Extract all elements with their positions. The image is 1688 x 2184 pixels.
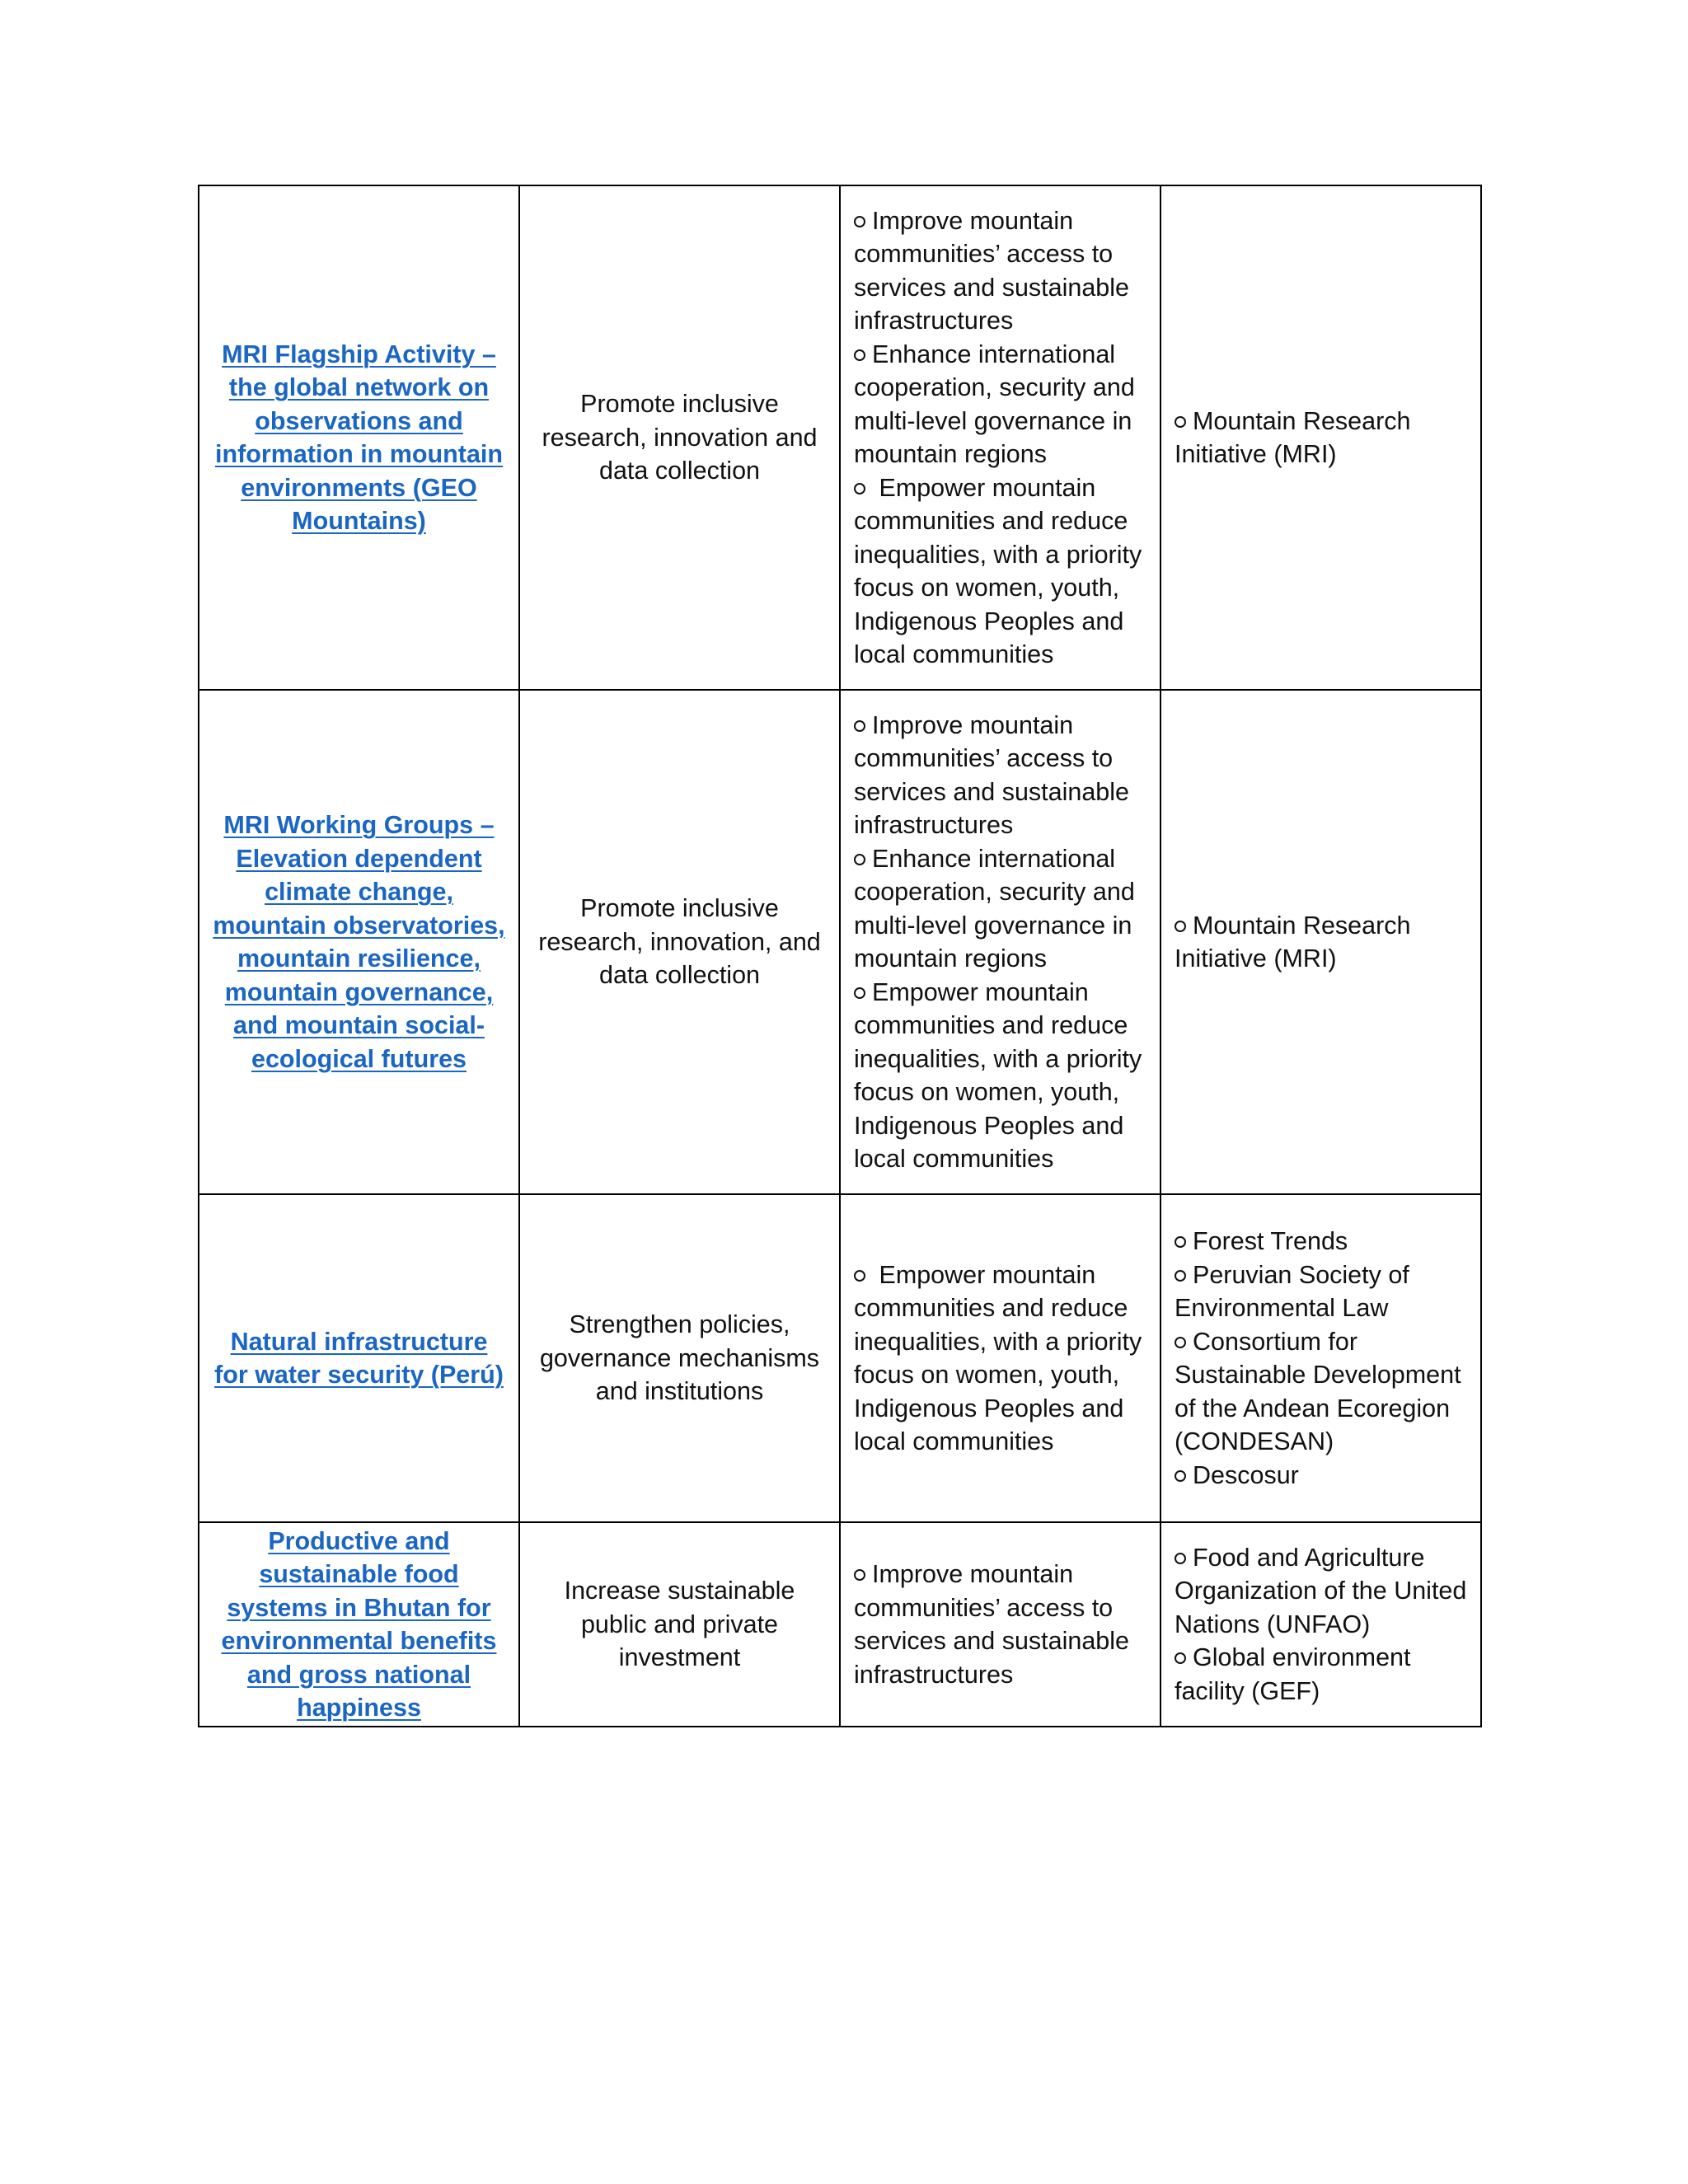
initiative-title-cell	[199, 1194, 519, 1522]
circle-bullet-icon	[854, 720, 865, 732]
circle-bullet-icon	[854, 483, 865, 494]
circle-bullet-icon	[1175, 1553, 1186, 1564]
circle-bullet-icon	[854, 216, 865, 227]
objective-item	[854, 976, 1146, 1176]
partner-item	[1175, 1641, 1467, 1708]
objectives-cell	[840, 1522, 1160, 1727]
objective-item	[854, 471, 1146, 672]
partner-item	[1175, 1225, 1467, 1258]
partner-item	[1175, 909, 1467, 976]
initiative-title-link[interactable]: Natural infrastructure for water security (Perú)	[214, 1327, 504, 1389]
partner-item	[1175, 1325, 1467, 1459]
partner-text: Mountain Research Initiative (MRI)	[1175, 406, 1411, 468]
circle-bullet-icon	[854, 1569, 865, 1581]
objective-text: Empower mountain communities and reduce inequalities, with a priority focus on women, youth, Indigenous Peoples and local communities	[854, 473, 1142, 668]
initiative-title-link[interactable]: Productive and sustainable food systems in Bhutan for environmental benefits and gross national happiness	[221, 1526, 497, 1722]
objective-text: Empower mountain communities and reduce inequalities, with a priority focus on women, youth, Indigenous Peoples and local communities	[854, 1260, 1142, 1455]
circle-bullet-icon	[1175, 1236, 1186, 1248]
objective-text: Enhance international cooperation, security and multi-level governance in mountain regions	[854, 340, 1135, 468]
strategy-cell: Promote inclusive research, innovation, and data collection	[519, 690, 840, 1194]
objective-text: Improve mountain communities’ access to services and sustainable infrastructures	[854, 206, 1129, 335]
objective-text: Enhance international cooperation, security and multi-level governance in mountain regions	[854, 844, 1135, 972]
objectives-cell	[840, 1194, 1160, 1522]
partners-cell	[1160, 185, 1481, 690]
objective-text: Improve mountain communities’ access to services and sustainable infrastructures	[854, 1560, 1129, 1689]
partner-text: Mountain Research Initiative (MRI)	[1175, 911, 1411, 972]
objective-item	[854, 709, 1146, 842]
partner-item	[1175, 405, 1467, 471]
partner-item	[1175, 1459, 1467, 1493]
initiative-title-link[interactable]: MRI Working Groups – Elevation dependent climate change, mountain observatories, mountain resilience, mountain governance, and mountain social-ecological futures	[213, 811, 505, 1073]
initiative-title-cell	[199, 690, 519, 1194]
circle-bullet-icon	[1175, 1270, 1186, 1282]
objective-text: Empower mountain communities and reduce inequalities, with a priority focus on women, youth, Indigenous Peoples and local communities	[854, 977, 1142, 1173]
table-row	[199, 1522, 1481, 1727]
strategy-cell: Promote inclusive research, innovation and data collection	[519, 185, 840, 690]
partner-text: Forest Trends	[1193, 1227, 1348, 1255]
objective-item	[854, 338, 1146, 471]
initiatives-table	[198, 185, 1482, 1727]
strategy-cell: Increase sustainable public and private investment	[519, 1522, 840, 1727]
circle-bullet-icon	[1175, 1652, 1186, 1664]
partners-cell	[1160, 1194, 1481, 1522]
partner-item	[1175, 1258, 1467, 1325]
circle-bullet-icon	[1175, 1337, 1186, 1348]
partner-text: Descosur	[1193, 1460, 1299, 1489]
circle-bullet-icon	[1175, 416, 1186, 428]
table-row	[199, 185, 1481, 690]
table-row	[199, 1194, 1481, 1522]
objective-item	[854, 204, 1146, 338]
partners-cell	[1160, 690, 1481, 1194]
initiative-title-link[interactable]: MRI Flagship Activity – the global network on observations and information in mountain environments (GEO Mountains)	[214, 340, 504, 535]
objective-text: Improve mountain communities’ access to services and sustainable infrastructures	[854, 710, 1129, 839]
objectives-cell	[840, 185, 1160, 690]
partner-text: Peruvian Society of Environmental Law	[1175, 1260, 1409, 1322]
circle-bullet-icon	[1175, 1470, 1186, 1482]
partner-text: Food and Agriculture Organization of the United Nations (UNFAO)	[1175, 1543, 1467, 1638]
initiative-title-cell	[199, 185, 519, 690]
table-row	[199, 690, 1481, 1194]
circle-bullet-icon	[854, 854, 865, 865]
partner-text: Consortium for Sustainable Development of the Andean Ecoregion (CONDESAN)	[1175, 1327, 1461, 1455]
objective-item	[854, 842, 1146, 976]
objective-item	[854, 1258, 1146, 1459]
partners-cell	[1160, 1522, 1481, 1727]
circle-bullet-icon	[854, 349, 865, 361]
partner-text: Global environment facility (GEF)	[1175, 1643, 1411, 1705]
circle-bullet-icon	[854, 1270, 865, 1282]
circle-bullet-icon	[1175, 921, 1186, 932]
partner-item	[1175, 1541, 1467, 1642]
circle-bullet-icon	[854, 987, 865, 999]
objective-item	[854, 1558, 1146, 1691]
strategy-cell: Strengthen policies, governance mechanisms and institutions	[519, 1194, 840, 1522]
objectives-cell	[840, 690, 1160, 1194]
initiative-title-cell	[199, 1522, 519, 1727]
